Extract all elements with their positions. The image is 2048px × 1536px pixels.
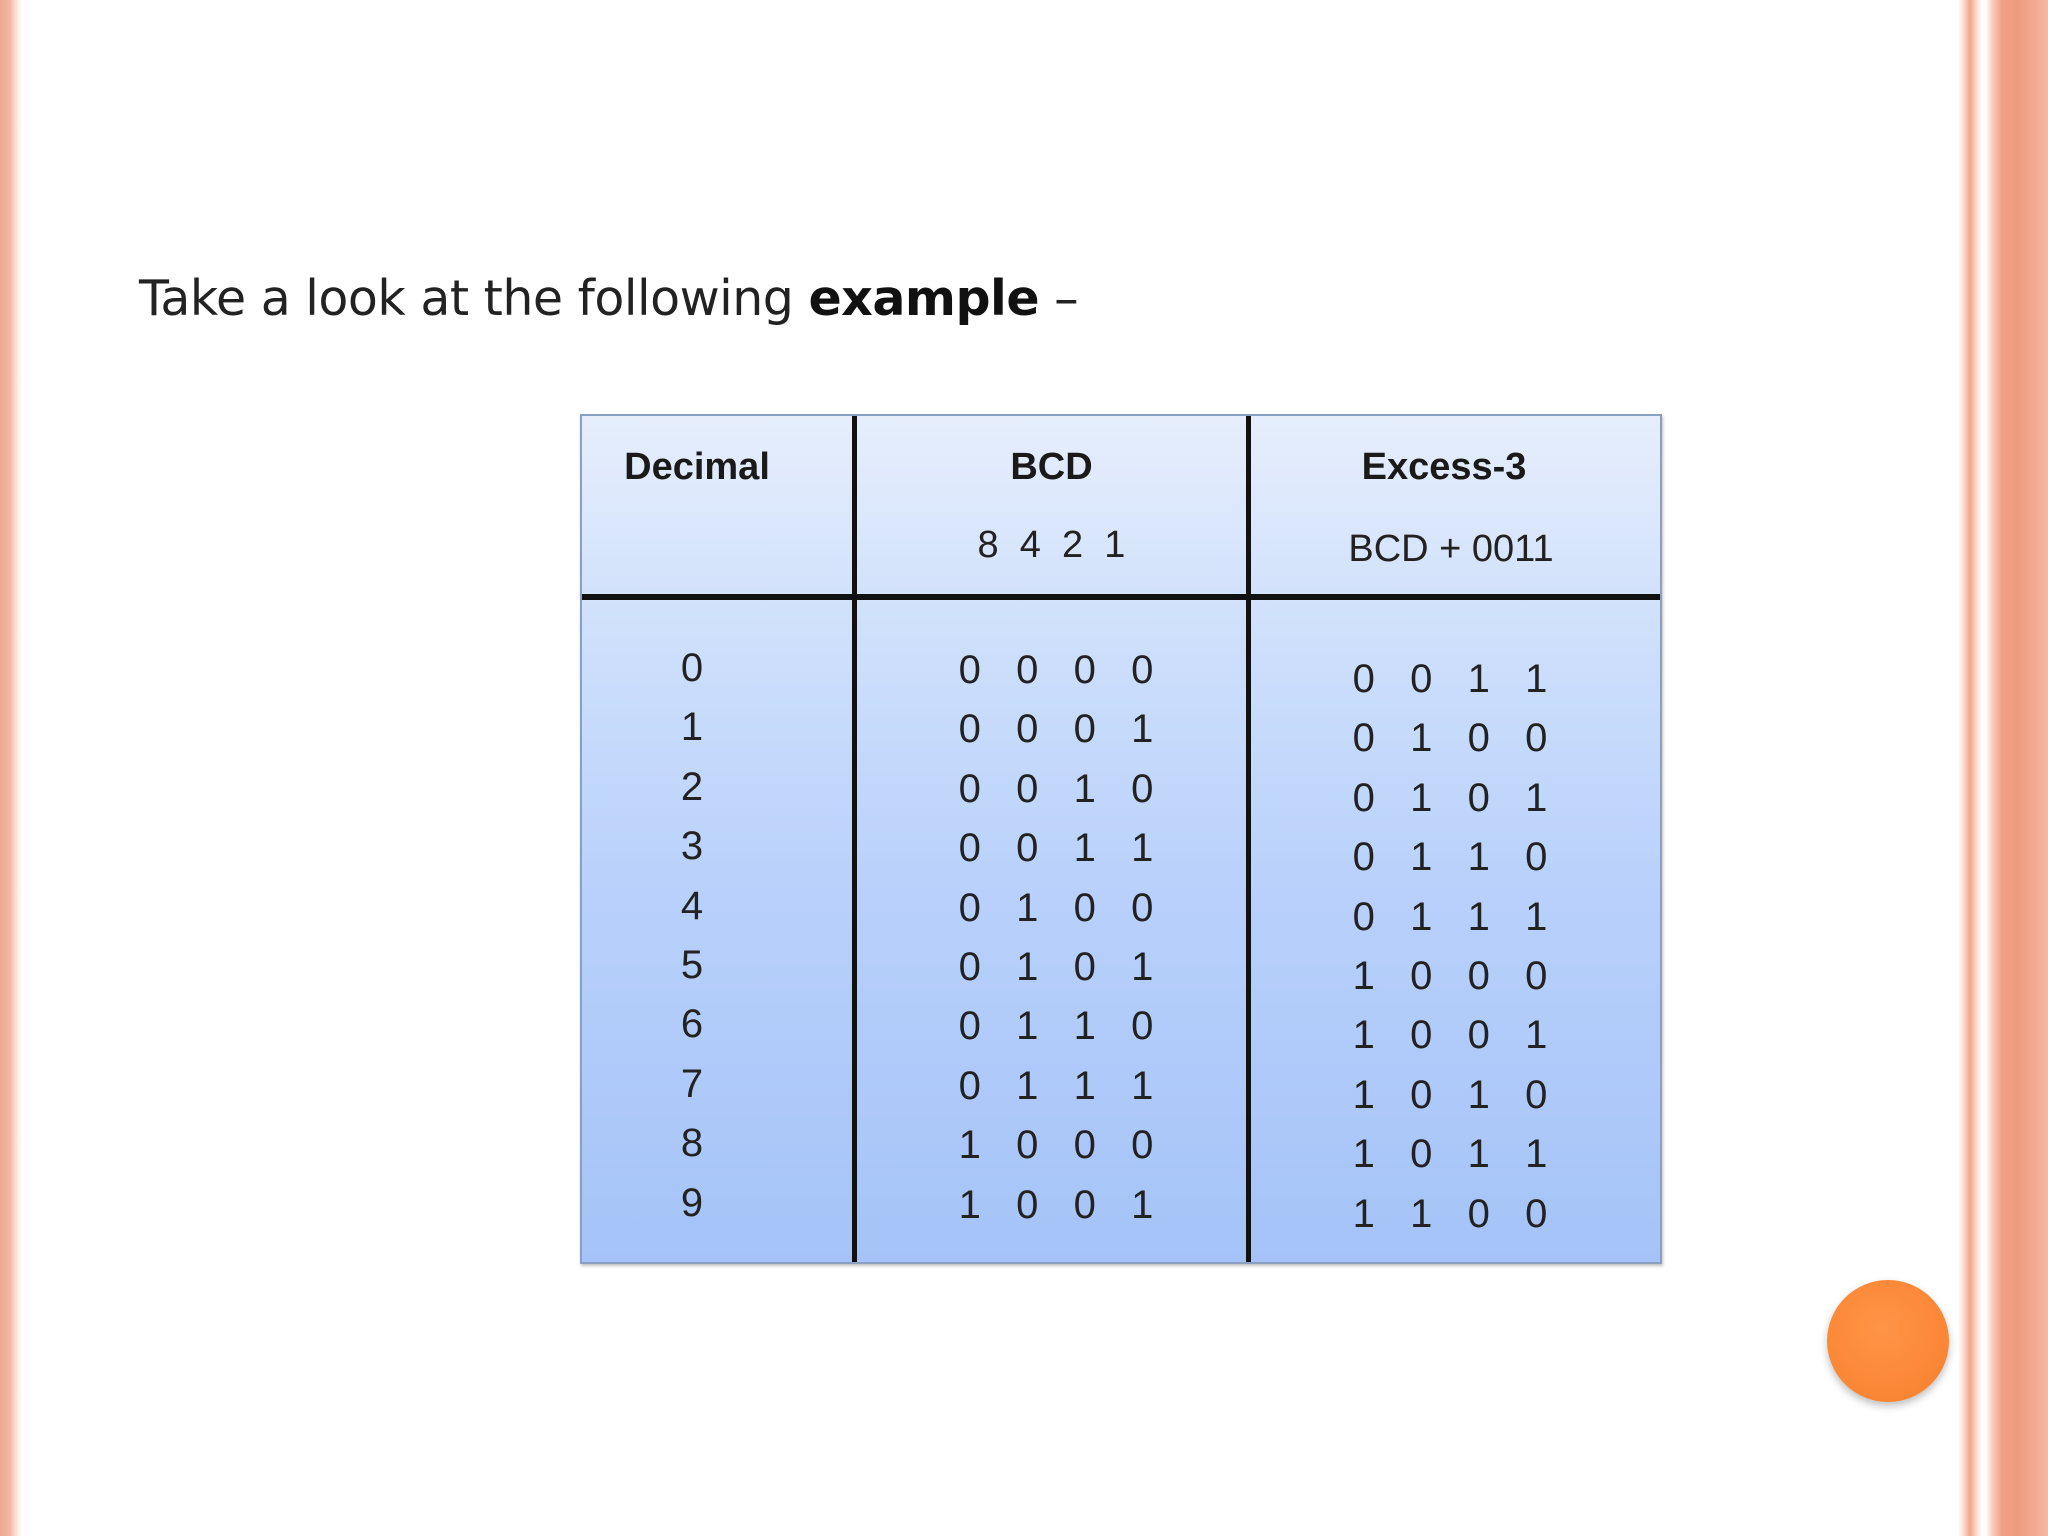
bit: 0 bbox=[1131, 1123, 1154, 1168]
code-table bbox=[580, 414, 1662, 1264]
bit: 0 bbox=[1352, 835, 1375, 880]
bit: 1 bbox=[1016, 1063, 1039, 1108]
header-excess3: Excess-3 bbox=[1361, 446, 1527, 488]
bit: 1 bbox=[1016, 1004, 1039, 1049]
bit: 1 bbox=[1467, 835, 1490, 880]
bit: 0 bbox=[958, 766, 981, 811]
header-decimal: Decimal bbox=[624, 446, 770, 488]
bit: 0 bbox=[1467, 953, 1490, 998]
bit: 0 bbox=[1410, 657, 1433, 701]
bit: 0 bbox=[1410, 1072, 1433, 1117]
decimal-cell: 7 bbox=[680, 1061, 704, 1106]
bcd-cell bbox=[936, 760, 1176, 819]
decimal-cell: 5 bbox=[680, 942, 704, 987]
bit: 0 bbox=[1016, 826, 1039, 871]
bcd-cell bbox=[936, 641, 1176, 700]
bcd-cell bbox=[936, 819, 1176, 878]
intro-text bbox=[139, 270, 1078, 327]
bit: 0 bbox=[1525, 1072, 1548, 1117]
bcd-cell bbox=[936, 997, 1176, 1056]
bit: 0 bbox=[1467, 1013, 1490, 1058]
bit: 0 bbox=[1016, 766, 1039, 811]
bit: 0 bbox=[1073, 648, 1096, 692]
bit: 1 bbox=[1525, 657, 1548, 701]
bit: 1 bbox=[1525, 775, 1548, 820]
header-bcd: BCD bbox=[1010, 446, 1093, 488]
bit: 0 bbox=[1467, 775, 1490, 820]
bit: 1 bbox=[1410, 775, 1433, 820]
bit: 0 bbox=[1016, 707, 1039, 752]
bit: 0 bbox=[1410, 953, 1433, 998]
bit: 0 bbox=[1016, 1123, 1039, 1168]
bit: 0 bbox=[1467, 1191, 1490, 1236]
excess3-cell bbox=[1330, 709, 1570, 768]
bit: 1 bbox=[1352, 1072, 1375, 1117]
bcd-cell bbox=[936, 1176, 1176, 1235]
bcd-cell bbox=[936, 700, 1176, 759]
decimal-column bbox=[642, 639, 742, 1233]
intro-prefix: Take a look at the following bbox=[139, 270, 809, 327]
bit: 0 bbox=[958, 648, 981, 692]
bit: 0 bbox=[1525, 1191, 1548, 1236]
bit: 1 bbox=[1131, 1063, 1154, 1108]
bit: 0 bbox=[1016, 1182, 1039, 1227]
bcd-cell bbox=[936, 879, 1176, 938]
bcd-cell bbox=[936, 1057, 1176, 1116]
bit: 0 bbox=[958, 707, 981, 752]
bit: 1 bbox=[1073, 1004, 1096, 1049]
bit: 1 bbox=[1073, 1063, 1096, 1108]
excess3-cell bbox=[1330, 888, 1570, 947]
bit: 0 bbox=[1073, 944, 1096, 989]
header-excess3-formula: BCD + 0011 bbox=[1348, 528, 1554, 570]
decorative-orange-circle bbox=[1827, 1280, 1949, 1402]
bit: 1 bbox=[1073, 826, 1096, 871]
bit: 0 bbox=[1073, 885, 1096, 930]
bit: 0 bbox=[1073, 1123, 1096, 1168]
bit: 0 bbox=[1016, 648, 1039, 692]
bit: 1 bbox=[1131, 707, 1154, 752]
bcd-cell bbox=[936, 938, 1176, 997]
bit: 1 bbox=[1467, 1132, 1490, 1177]
decimal-cell: 9 bbox=[680, 1180, 704, 1225]
excess3-cell bbox=[1330, 1125, 1570, 1184]
bit: 1 bbox=[1410, 835, 1433, 880]
bit: 0 bbox=[1352, 775, 1375, 820]
bit: 1 bbox=[1410, 894, 1433, 939]
bit: 1 bbox=[1525, 1013, 1548, 1058]
bit: 0 bbox=[1410, 1132, 1433, 1177]
bit: 1 bbox=[1352, 1013, 1375, 1058]
bcd-column bbox=[936, 641, 1176, 1235]
decimal-cell: 8 bbox=[680, 1121, 704, 1166]
bit: 0 bbox=[958, 1063, 981, 1108]
bit: 0 bbox=[1467, 716, 1490, 761]
bit: 0 bbox=[1131, 1004, 1154, 1049]
bit: 1 bbox=[1352, 1191, 1375, 1236]
bit: 0 bbox=[958, 885, 981, 930]
excess3-cell bbox=[1330, 947, 1570, 1006]
excess3-cell bbox=[1330, 828, 1570, 887]
intro-suffix: – bbox=[1039, 270, 1079, 327]
bit: 0 bbox=[1131, 766, 1154, 811]
bit: 0 bbox=[1352, 894, 1375, 939]
bit: 0 bbox=[1525, 716, 1548, 761]
excess3-column bbox=[1330, 650, 1570, 1244]
excess3-cell bbox=[1330, 1185, 1570, 1244]
decimal-cell: 0 bbox=[680, 646, 704, 690]
bit: 1 bbox=[1467, 1072, 1490, 1117]
bit: 1 bbox=[1131, 944, 1154, 989]
bit: 1 bbox=[958, 1182, 981, 1227]
slide-left-border bbox=[0, 0, 22, 1536]
bcd-cell bbox=[936, 1116, 1176, 1175]
bit: 1 bbox=[1016, 885, 1039, 930]
header-divider bbox=[582, 594, 1660, 600]
bit: 0 bbox=[958, 944, 981, 989]
excess3-cell bbox=[1330, 1066, 1570, 1125]
bit: 0 bbox=[1525, 835, 1548, 880]
slide-right-border bbox=[1958, 0, 2048, 1536]
intro-bold-word: example bbox=[808, 270, 1040, 327]
excess3-cell bbox=[1330, 1006, 1570, 1065]
decimal-cell: 6 bbox=[680, 1002, 704, 1047]
excess3-cell bbox=[1330, 769, 1570, 828]
decimal-cell: 1 bbox=[680, 705, 704, 750]
bit: 0 bbox=[1410, 1013, 1433, 1058]
bit: 1 bbox=[1467, 657, 1490, 701]
excess3-cell bbox=[1330, 650, 1570, 709]
bit: 1 bbox=[1016, 944, 1039, 989]
bit: 0 bbox=[1525, 953, 1548, 998]
bit: 1 bbox=[958, 1123, 981, 1168]
decimal-cell: 2 bbox=[680, 764, 704, 809]
bit: 0 bbox=[1073, 1182, 1096, 1227]
bit: 0 bbox=[1131, 885, 1154, 930]
bit: 1 bbox=[1525, 1132, 1548, 1177]
bit: 1 bbox=[1073, 766, 1096, 811]
bit: 1 bbox=[1352, 953, 1375, 998]
decimal-cell: 3 bbox=[680, 824, 704, 869]
bit: 1 bbox=[1467, 894, 1490, 939]
bit: 1 bbox=[1352, 1132, 1375, 1177]
bit: 0 bbox=[958, 826, 981, 871]
bit: 0 bbox=[1131, 648, 1154, 692]
decimal-cell: 4 bbox=[680, 883, 704, 928]
bit: 1 bbox=[1131, 1182, 1154, 1227]
header-bcd-weights: 8 4 2 1 bbox=[977, 524, 1126, 566]
bit: 1 bbox=[1410, 1191, 1433, 1236]
bit: 0 bbox=[958, 1004, 981, 1049]
bit: 1 bbox=[1410, 716, 1433, 761]
bit: 1 bbox=[1131, 826, 1154, 871]
bit: 1 bbox=[1525, 894, 1548, 939]
bit: 0 bbox=[1352, 716, 1375, 761]
bit: 0 bbox=[1352, 657, 1375, 701]
bit: 0 bbox=[1073, 707, 1096, 752]
